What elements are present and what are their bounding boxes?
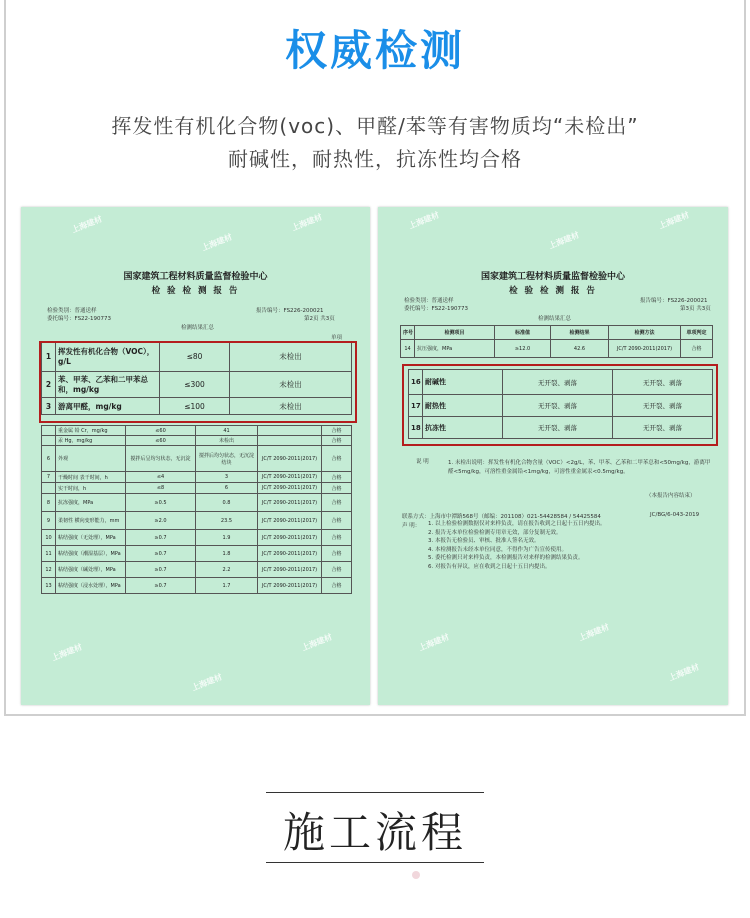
table-row: 14 抗压强度，MPa ≥12.0 42.6 JC/T 2090-2011(2017) 合格 (401, 340, 713, 358)
watermark: 上海建材 (547, 230, 581, 251)
divider-top (266, 792, 484, 793)
row-result: 未检出 (230, 372, 352, 398)
row-no: 3 (42, 398, 56, 415)
divider-bottom (266, 862, 484, 863)
row-result: 未检出 (230, 398, 352, 415)
row-result: 未检出 (230, 342, 352, 372)
watermark: 上海建材 (190, 672, 224, 693)
watermark: 上海建材 (200, 232, 234, 253)
table-row: 18 抗冻性 无开裂、剥落 无开裂、剥落 (409, 417, 713, 439)
report-no: 报告编号：FS226-200021 (256, 308, 324, 314)
section-title-authority-test: 权威检测 (284, 26, 465, 75)
subtitle-line-1: 挥发性有机化合物(voc)、甲醛/苯等有害物质均“未检出” (111, 114, 639, 138)
watermark: 上海建材 (290, 212, 324, 233)
page-no: 第3页 共3页 (680, 306, 711, 312)
table-caption: 检测结果汇总 (181, 325, 215, 331)
row-no: 1 (42, 342, 56, 372)
sample-type: 检验类别：普通送样 (47, 308, 97, 314)
sample-type: 检验类别：普通送样 (404, 298, 454, 304)
row-item: 游离甲醛，mg/kg (56, 398, 160, 415)
table-row: 16 耐碱性 无开裂、剥落 无开裂、剥落 (409, 370, 713, 395)
report-org: 国家建筑工程材料质量监督检验中心 (480, 272, 625, 282)
row-std: ≤100 (160, 398, 230, 415)
watermark: 上海建材 (407, 210, 441, 231)
result-table-details: 重金属 铅 Cr，mg/kg ≤60 41 合格 汞 Hg，mg/kg ≤60 未检出 合格 6 外观 搅拌后呈均匀状态，无沉淀 搅拌后均匀状态，无沉淀结块 JC/T 2090-2011(2017) 合格 7 干燥时间 表干时间，h ≤4 3 JC/T 2090-2011(2017) 合格 实干时间，h ≤8 6 JC/T 2090-2011(2017) 合格 8 抗冻强度，MPa ≥0.5 0.8 JC/T 2090-2011(2017) 合格 9 柔韧性 横向变形能力，mm ≥2.0 23.5 JC/T 2090-2011(2017) 合格 10 粘结强度（无处理），MPa ≥0.7 1.9 JC/T 2090-2011(2017) 合格 11 粘结强度（潮湿基层），MPa ≥0.7 1.8 JC/T 2090-2011(2017) 合格 12 粘结强度（碱处理），MPa ≥0.7 2.2 JC/T 2090-2011(2017) 合格 13 粘结强度（浸水处理），MPa ≥0.7 1.7 JC/T 2090-2011(2017) 合格 (41, 425, 352, 594)
table-caption: 检测结果汇总 (538, 316, 572, 322)
highlight-box (39, 341, 357, 423)
statement-label: 声 明： (402, 523, 421, 529)
watermark: 上海建材 (70, 214, 104, 235)
result-table-right-top: 序号 检测项目 标准值 检测结果 检测方法 单项判定 14 抗压强度，MPa ≥12.0 42.6 JC/T 2090-2011(2017) 合格 (400, 325, 713, 358)
table-row: 17 耐热性 无开裂、剥落 无开裂、剥落 (409, 395, 713, 417)
row-std: ≤300 (160, 372, 230, 398)
report-org: 国家建筑工程材料质量监督检验中心 (123, 272, 268, 282)
report-title: 检 验 检 测 报 告 (151, 286, 240, 296)
note-end: （本报告内容结束） (646, 493, 696, 499)
page-no: 第2页 共3页 (304, 316, 335, 322)
standard-ref: JC/BG/6-043-2019 (650, 512, 700, 518)
highlight-box (402, 364, 718, 446)
watermark: 上海建材 (657, 210, 691, 231)
watermark: 上海建材 (300, 632, 334, 653)
section-title-construction-process: 施工流程 (282, 808, 467, 857)
contact-info: 联系方式：上海市中潭路568号（邮编：201108）021-54428584 / 54425584 (402, 514, 601, 520)
header-unit: 单项 (331, 335, 343, 341)
decorative-dot (412, 871, 420, 879)
report-no: 报告编号：FS226-200021 (640, 298, 708, 304)
watermark: 上海建材 (667, 662, 701, 683)
statement-list: 1. 以上检验检测数据仅对来样负责，请在报告收到之日起十五日内提出。 2. 报告无本单位检验检测专用章无效，部分复制无效。 3. 本报告无检验员、审核、批准人签名无效。 4. 本检测报告未经本单位同意，不得作为广告宣传使用。 5. 委托检测只对来样负责，本检测报告对来样的检测结果负责。 6. 对报告有异议，应在收到之日起十五日内提出。 (428, 521, 606, 570)
test-report-right (378, 207, 728, 705)
subtitle-line-2: 耐碱性，耐热性，抗冻性均合格 (228, 147, 522, 171)
test-report-left (21, 207, 370, 705)
row-item: 苯、甲苯、乙苯和二甲苯总和，mg/kg (56, 372, 160, 398)
row-no: 2 (42, 372, 56, 398)
row-std: ≤80 (160, 342, 230, 372)
watermark: 上海建材 (577, 622, 611, 643)
note-text: 1. 未检出说明：挥发性有机化合物含量（VOC）<2g/L，苯、甲苯、乙苯和二甲苯总和<50mg/kg，游离甲醛<5mg/kg，可溶性重金属铅<1mg/kg，可溶性重金属汞<0.5mg/kg。 (448, 460, 711, 475)
watermark: 上海建材 (417, 632, 451, 653)
report-title: 检 验 检 测 报 告 (509, 286, 597, 296)
watermark: 上海建材 (50, 642, 84, 663)
client-no: 委托编号：FS22-190773 (404, 306, 469, 312)
client-no: 委托编号：FS22-190773 (47, 316, 112, 322)
note-label: 说 明 (416, 459, 429, 465)
row-item: 挥发性有机化合物（VOC），g/L (56, 342, 160, 372)
